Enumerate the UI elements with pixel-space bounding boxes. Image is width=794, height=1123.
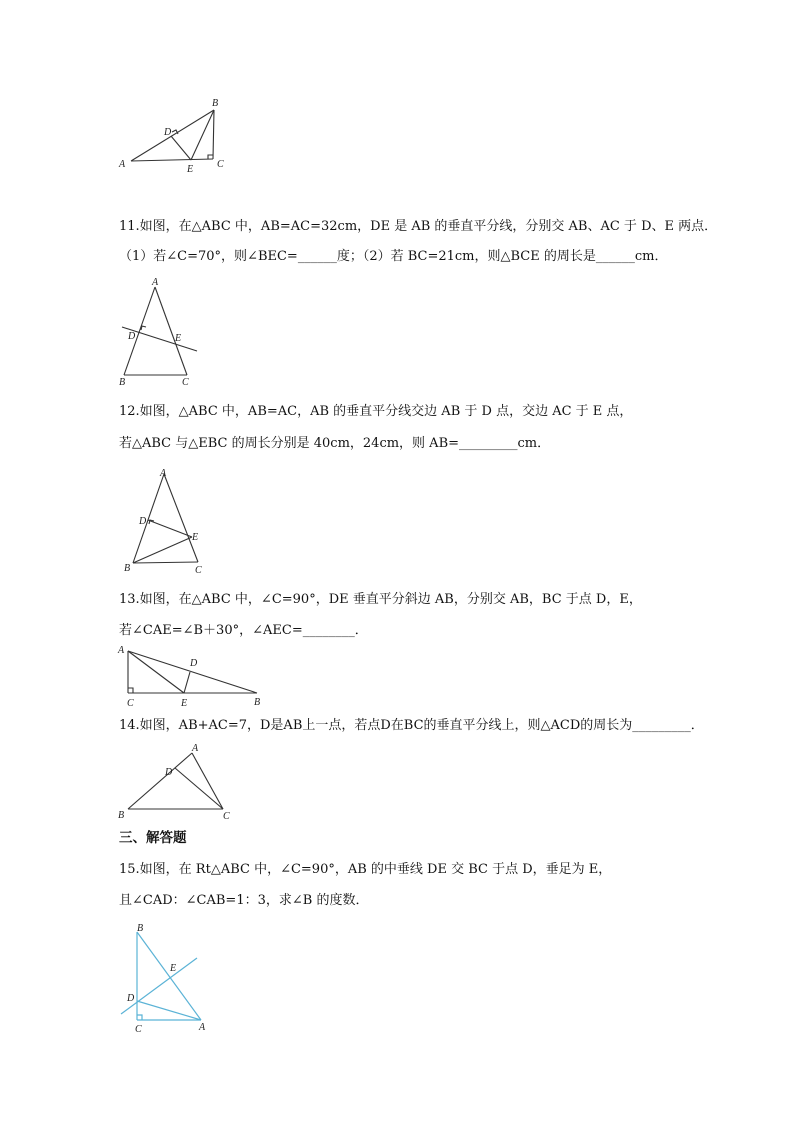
fig11-label-a: A — [152, 277, 159, 288]
fig14-label-b: B — [118, 810, 125, 821]
fig10-label-c: C — [217, 159, 224, 170]
fig10-label-b: B — [212, 98, 219, 109]
question-13-line-2: 若∠CAE=∠B＋30°，∠AEC=________． — [119, 623, 368, 638]
fig10-label-d: D — [164, 127, 172, 138]
question-15-line-2: 且∠CAD：∠CAB=1：3，求∠B 的度数． — [119, 893, 369, 908]
fig12-label-b: B — [124, 563, 131, 574]
fig12-label-e: E — [192, 532, 199, 543]
fig11-label-e: E — [175, 333, 182, 344]
question-11-line-1: 11.如图，在△ABC 中，AB=AC=32cm，DE 是 AB 的垂直平分线，分别交 AB、AC 于 D、E 两点． — [119, 219, 718, 234]
fig12-label-d: D — [139, 516, 147, 527]
fig14-label-d: D — [165, 767, 173, 778]
question-13-line-1: 13.如图，在△ABC 中，∠C=90°，DE 垂直平分斜边 AB，分别交 AB，BC 于点 D，E， — [119, 592, 642, 607]
question-11-line-2: （1）若∠C=70°，则∠BEC=______度；（2）若 BC=21cm，则△BCE 的周长是______cm． — [119, 249, 668, 264]
fig13-label-c: C — [127, 698, 134, 709]
figure-15-diagram — [115, 920, 215, 1040]
figure-11-diagram — [112, 275, 207, 390]
fig11-label-c: C — [182, 377, 189, 388]
section-3-title: 三、解答题 — [119, 830, 187, 846]
fig14-label-c: C — [223, 811, 230, 822]
fig10-label-a: A — [119, 159, 126, 170]
fig15-label-d: D — [127, 993, 135, 1004]
figure-12-diagram — [115, 464, 215, 579]
fig15-label-e: E — [170, 963, 177, 974]
fig13-label-a: A — [118, 645, 125, 656]
fig15-label-c: C — [135, 1024, 142, 1035]
question-15-line-1: 15.如图，在 Rt△ABC 中，∠C=90°，AB 的中垂线 DE 交 BC 于点 D，垂足为 E， — [119, 862, 612, 877]
question-12-line-1: 12.如图，△ABC 中，AB=AC，AB 的垂直平分线交边 AB 于 D 点，交边 AC 于 E 点， — [119, 404, 633, 419]
figure-13-diagram — [115, 643, 270, 713]
fig12-label-c: C — [195, 565, 202, 576]
fig13-label-b: B — [254, 697, 261, 708]
fig15-label-b: B — [137, 923, 144, 934]
question-12-line-2: 若△ABC 与△EBC 的周长分别是 40cm，24cm，则 AB=_________cm． — [119, 436, 551, 451]
fig14-label-a: A — [192, 743, 199, 754]
figure-10-diagram — [115, 95, 245, 180]
fig12-label-a: A — [160, 468, 167, 479]
fig11-label-d: D — [128, 331, 136, 342]
fig13-label-d: D — [190, 658, 198, 669]
fig10-label-e: E — [187, 164, 194, 175]
question-14-line-1: 14.如图，AB+AC=7，D是AB上一点，若点D在BC的垂直平分线上，则△ACD的周长为_________． — [119, 718, 704, 733]
fig11-label-b: B — [119, 377, 126, 388]
fig15-label-a: A — [199, 1022, 206, 1033]
figure-14-diagram — [115, 740, 245, 825]
fig13-label-e: E — [181, 698, 188, 709]
